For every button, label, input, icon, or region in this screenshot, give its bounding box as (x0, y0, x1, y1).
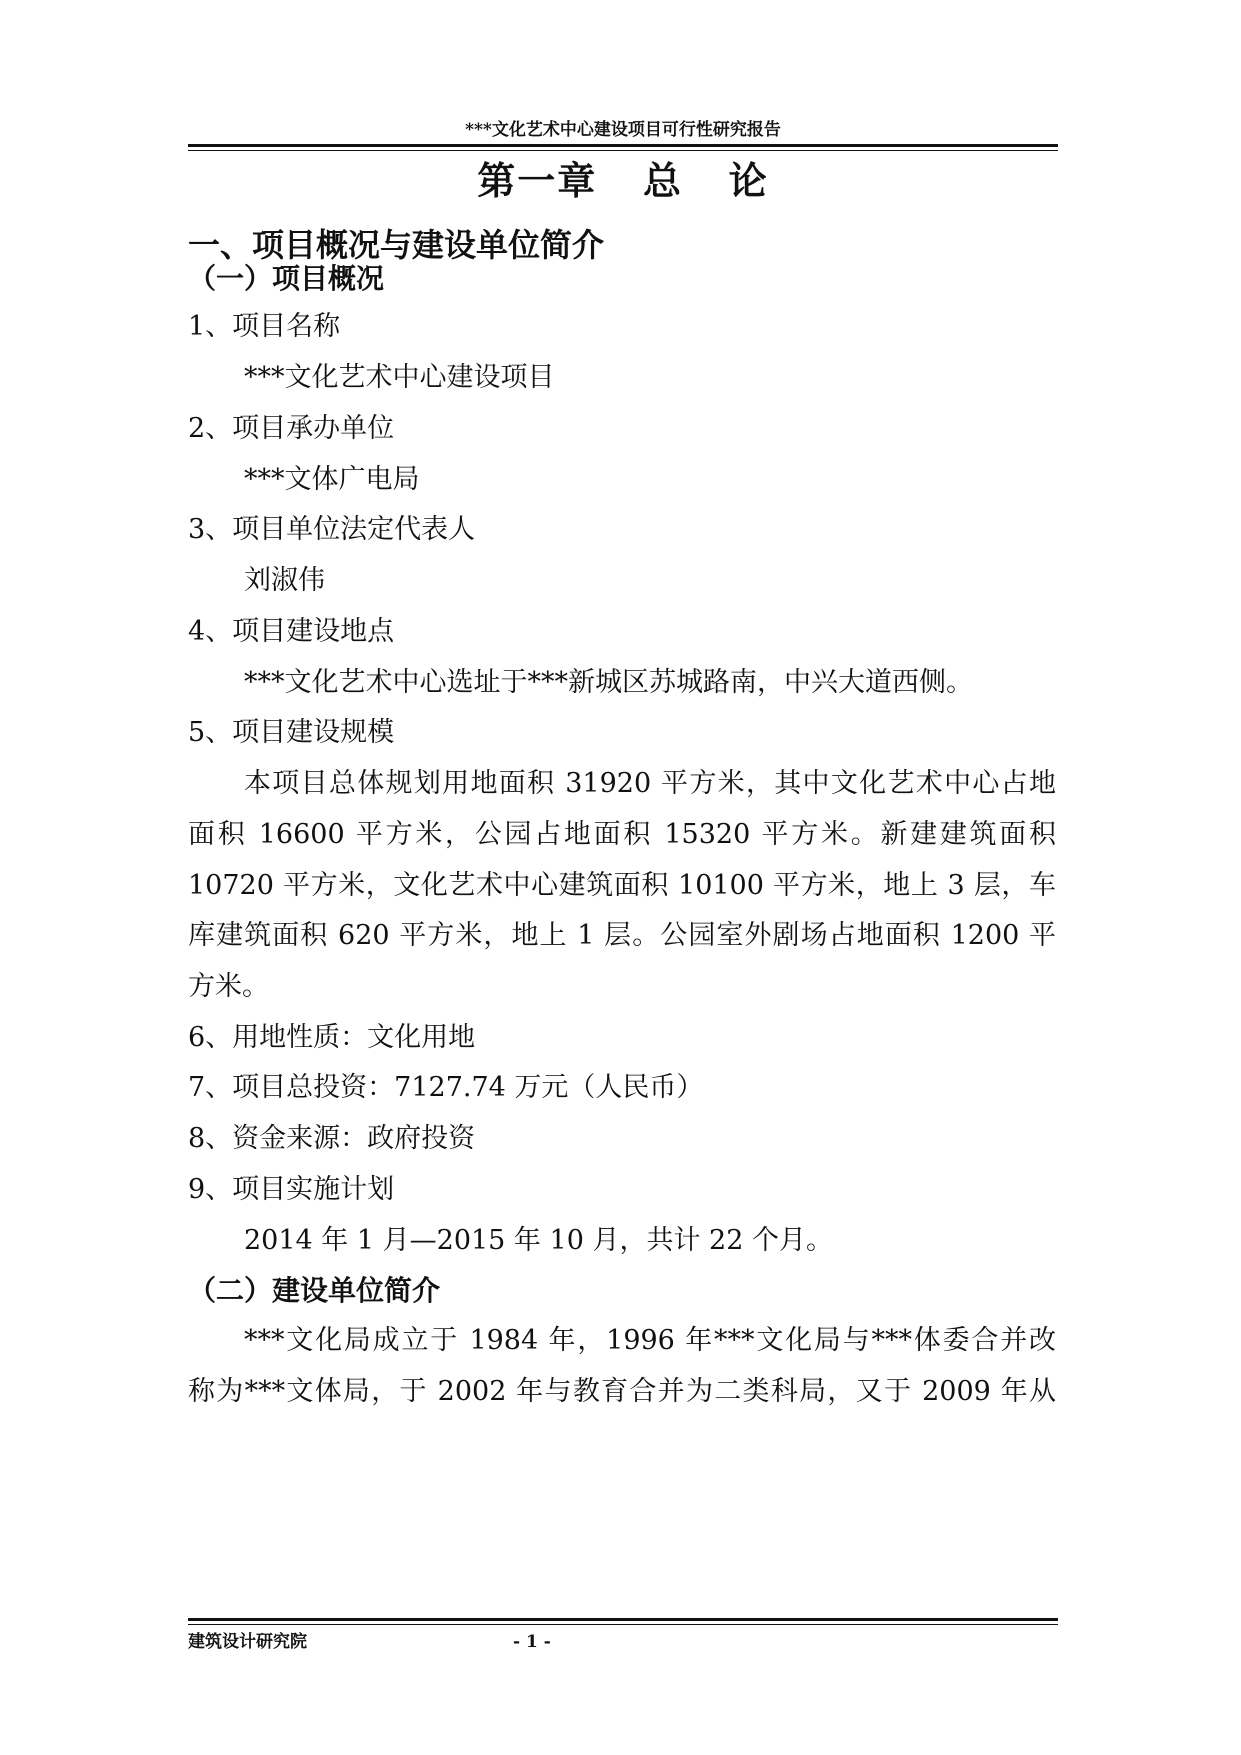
scale-paragraph-line: 本项目总体规划用地面积 31920 平方米，其中文化艺术中心占地 (244, 768, 1056, 799)
item-label: 1、项目名称 (188, 311, 341, 342)
subsection-heading-overview: （一）项目概况 (188, 262, 385, 295)
item-funding: 8、资金来源：政府投资 (188, 1123, 476, 1154)
item-value: ***文化艺术中心建设项目 (244, 362, 555, 393)
item-value: ***文体广电局 (244, 464, 420, 495)
item-label: 4、项目建设地点 (188, 616, 395, 647)
item-value: ***文化艺术中心选址于***新城区苏城路南，中兴大道西侧。 (244, 667, 973, 698)
header-rule (188, 144, 1058, 151)
scale-paragraph-line: 面积 16600 平方米，公园占地面积 15320 平方米。新建建筑面积 (188, 819, 1056, 850)
item-land-use: 6、用地性质：文化用地 (188, 1022, 476, 1053)
chapter-title: 第一章 总 论 (477, 158, 769, 203)
running-header: ***文化艺术中心建设项目可行性研究报告 (465, 120, 781, 140)
intro-paragraph-line: ***文化局成立于 1984 年，1996 年***文化局与***体委合并改 (244, 1325, 1056, 1356)
footer-rule (188, 1618, 1058, 1625)
page-number: - 1 - (513, 1632, 551, 1652)
item-label: 3、项目单位法定代表人 (188, 514, 476, 545)
item-label: 2、项目承办单位 (188, 413, 395, 444)
subsection-heading-unit: （二）建设单位简介 (188, 1274, 441, 1307)
scale-paragraph-line: 10720 平方米，文化艺术中心建筑面积 10100 平方米，地上 3 层，车 (188, 870, 1056, 901)
item-label: 5、项目建设规模 (188, 717, 395, 748)
item-schedule-value: 2014 年 1 月—2015 年 10 月，共计 22 个月。 (244, 1225, 833, 1256)
scale-paragraph-line: 库建筑面积 620 平方米，地上 1 层。公园室外剧场占地面积 1200 平 (188, 920, 1056, 951)
intro-paragraph-line: 称为***文体局，于 2002 年与教育合并为二类科局，又于 2009 年从 (188, 1376, 1056, 1407)
item-value: 刘淑伟 (244, 565, 325, 596)
item-schedule: 9、项目实施计划 (188, 1174, 395, 1205)
footer-org: 建筑设计研究院 (188, 1632, 307, 1652)
item-investment: 7、项目总投资：7127.74 万元（人民币） (188, 1072, 704, 1103)
scale-paragraph-line: 方米。 (188, 971, 269, 1002)
section-heading: 一、项目概况与建设单位简介 (188, 226, 605, 264)
